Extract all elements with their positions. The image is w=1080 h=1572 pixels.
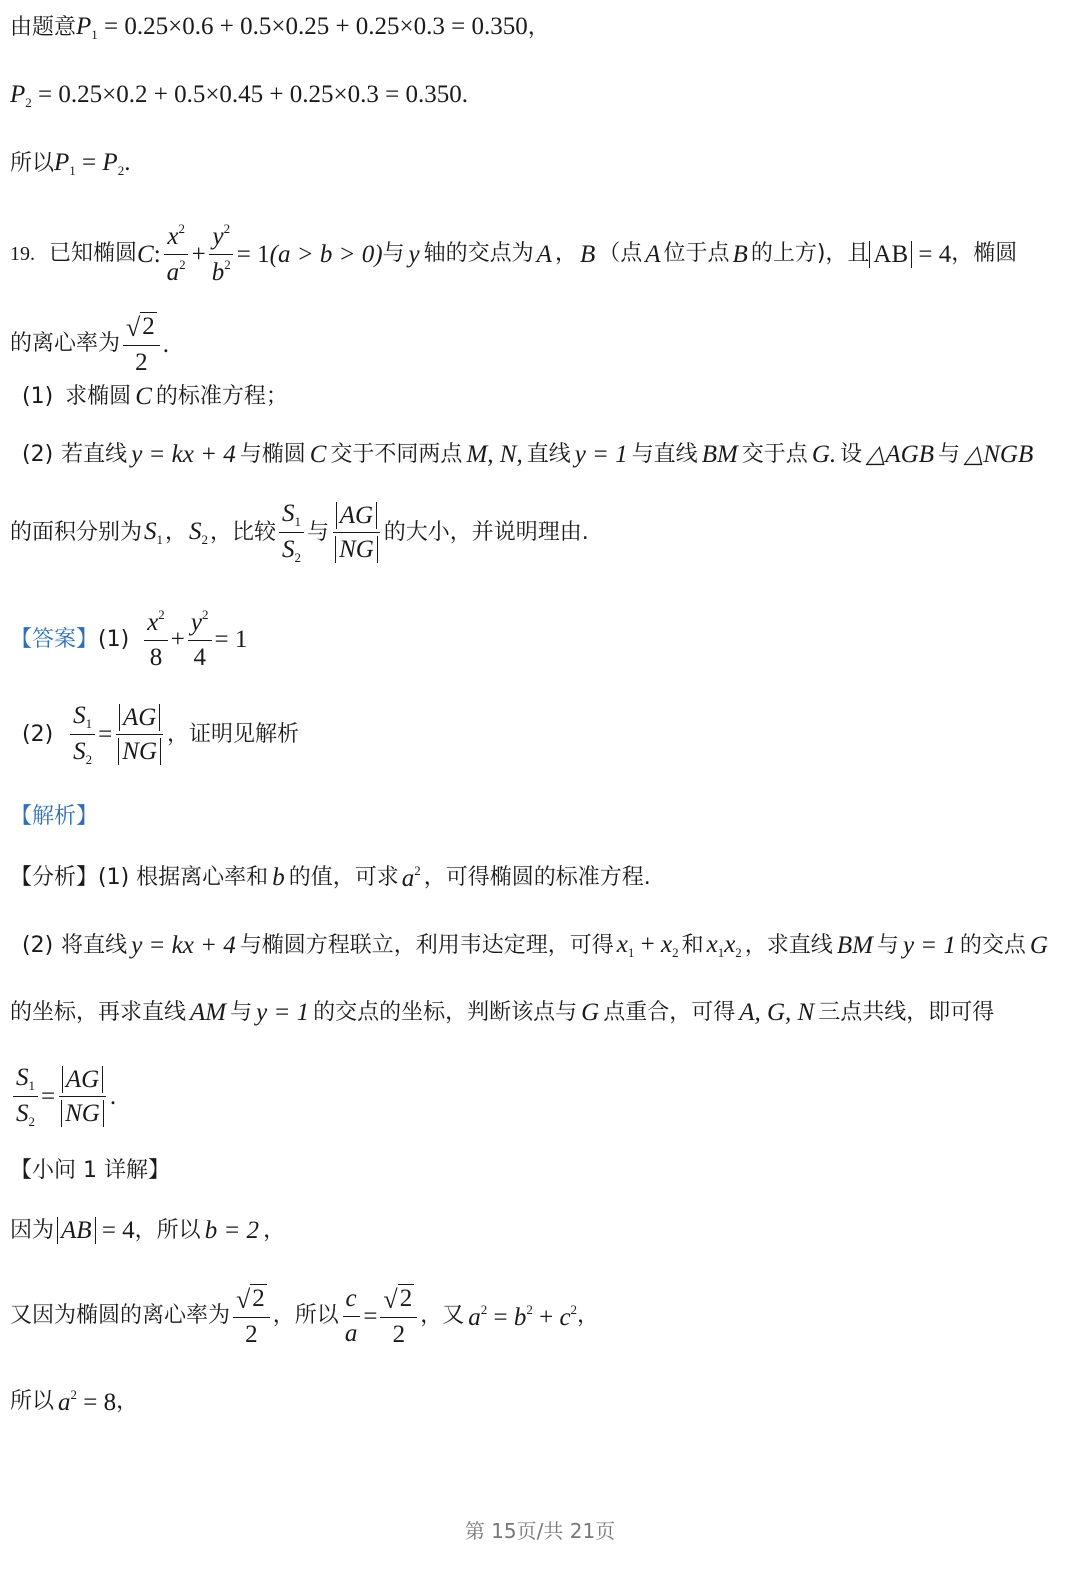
var-p: P	[102, 149, 118, 176]
abs: NG	[118, 738, 161, 765]
fraction-sqrt2-over-2	[233, 1284, 270, 1349]
math-ecc	[339, 1284, 420, 1349]
part-label: (2)	[22, 721, 54, 747]
radicand: 2	[252, 1285, 265, 1312]
text: 求椭圆	[65, 383, 132, 409]
var: S	[73, 738, 86, 766]
var: a	[166, 258, 180, 286]
var: S	[73, 702, 86, 729]
text: 又因为椭圆的离心率为	[10, 1303, 231, 1329]
abs: NG	[61, 1100, 104, 1127]
math-pythag	[468, 1303, 577, 1330]
var: a	[401, 865, 415, 892]
line-conclusion	[10, 150, 1064, 177]
text: 已知椭圆	[49, 241, 138, 266]
expr: = 0.25×0.6 + 0.5×0.25 + 0.25×0.3 = 0.350	[97, 13, 528, 40]
text: 轴的交点为	[423, 241, 534, 266]
var: b	[272, 864, 285, 891]
eq: =	[41, 1083, 56, 1111]
text: ，证明见解析	[167, 721, 300, 747]
subscript: 2	[672, 945, 679, 960]
denominator	[209, 255, 234, 287]
fraction-sqrt2-over-2	[380, 1284, 417, 1349]
subscript: 1	[627, 945, 635, 960]
subscript: 1	[69, 163, 76, 178]
plus: +	[170, 626, 185, 653]
text: 的离心率为	[10, 331, 121, 357]
text: 位于点	[663, 241, 730, 266]
numerator: c	[343, 1285, 360, 1317]
numerator	[233, 1284, 270, 1318]
line-p1	[10, 14, 1064, 41]
punct: ，	[165, 519, 188, 545]
text: ，又	[420, 1303, 465, 1329]
fenxi-1	[10, 864, 1064, 891]
subscript: 1	[91, 27, 98, 42]
subscript: 2	[28, 1114, 35, 1130]
text: 与	[876, 932, 899, 958]
denominator	[164, 255, 189, 287]
answer-tag: 【答案】	[10, 626, 99, 652]
text: ，比较	[210, 519, 277, 545]
math-expr	[54, 150, 130, 177]
var: a	[58, 1389, 71, 1416]
var: BM	[701, 441, 738, 468]
punct: .	[162, 330, 170, 358]
var: A	[645, 240, 661, 268]
math-sum	[617, 932, 679, 959]
fenxi-2	[22, 932, 1064, 959]
subscript: 1	[717, 945, 725, 960]
text: 与	[307, 519, 330, 545]
eq: = 1	[214, 626, 248, 653]
subscript: 2	[117, 163, 125, 178]
math-ab	[57, 1218, 135, 1243]
text: ，椭圆	[951, 241, 1018, 266]
text: 设	[840, 441, 863, 467]
var: y	[190, 609, 203, 636]
analysis-tag: 【解析】	[10, 804, 99, 829]
text: 与椭圆	[239, 441, 306, 467]
eq: = 1	[236, 240, 270, 268]
text: 与	[230, 999, 253, 1025]
denominator: 4	[193, 643, 206, 671]
text: 与椭圆方程联立，利用韦达定理，可得	[239, 932, 614, 958]
math-line: y = kx + 4	[131, 441, 236, 468]
denominator: 8	[149, 643, 163, 671]
text: ，所以	[272, 1303, 339, 1329]
superscript: 2	[70, 1387, 78, 1402]
fraction-s1-s2	[279, 500, 304, 566]
numerator	[123, 312, 160, 346]
subscript: 1	[156, 532, 164, 548]
subscript: 2	[25, 95, 32, 110]
page-footer: 第 15页/共 21页	[464, 1519, 616, 1543]
superscript: 2	[178, 221, 185, 236]
var: x	[724, 931, 736, 958]
colon: :	[153, 240, 161, 268]
fraction	[209, 222, 234, 286]
var: y	[212, 223, 224, 250]
radicand: 2	[399, 1285, 413, 1312]
var: M, N,	[466, 441, 523, 468]
var-p: P	[54, 149, 70, 176]
fraction-c-a	[342, 1285, 361, 1347]
denominator: 2	[245, 1321, 258, 1348]
var: B	[732, 240, 748, 268]
math-ellipse-answer	[141, 608, 247, 671]
denominator	[70, 735, 95, 767]
superscript: 2	[570, 1301, 578, 1317]
plus: +	[634, 931, 661, 958]
text: （点	[598, 241, 643, 266]
numerator	[13, 1064, 38, 1097]
text: (1) 根据离心率和	[98, 864, 269, 890]
fenxi-2c	[10, 1064, 1064, 1130]
numerator	[279, 500, 304, 533]
var: x	[706, 931, 718, 958]
expr: = 0.25×0.2 + 0.5×0.45 + 0.25×0.3 = 0.350	[31, 81, 462, 108]
part-2	[22, 442, 1064, 467]
subscript: 1	[28, 1078, 35, 1093]
var: x	[616, 931, 628, 958]
punct: .	[124, 149, 131, 176]
denominator	[332, 533, 381, 564]
fraction	[144, 608, 168, 671]
abs: AG	[119, 704, 160, 731]
denominator	[279, 533, 304, 565]
detail-3	[10, 1388, 1064, 1415]
var: S	[282, 500, 295, 527]
radicand: 2	[142, 313, 155, 340]
text: 所以	[10, 1388, 55, 1414]
numerator	[144, 608, 168, 641]
subscript: 1	[294, 514, 302, 529]
text: 点重合，可得	[603, 999, 736, 1025]
punct: ，	[116, 1388, 139, 1414]
plus: +	[191, 240, 206, 268]
denominator	[58, 1097, 107, 1128]
part-2-compare	[10, 500, 1064, 566]
text: 和	[681, 932, 704, 958]
var: C	[135, 383, 152, 410]
var-p: P	[10, 81, 26, 108]
subscript: 2	[735, 945, 742, 960]
var-s1	[144, 519, 163, 546]
superscript: 2	[480, 1301, 488, 1317]
sub-question-1-tag: 【小问 1 详解】	[10, 1158, 170, 1183]
fraction-ag-ng	[115, 704, 164, 766]
fenxi-2b	[10, 1000, 1064, 1025]
text: ，可得椭圆的标准方程.	[423, 864, 651, 890]
numerator	[333, 502, 380, 534]
var: x	[167, 223, 179, 250]
fraction-s1-s2	[13, 1064, 38, 1130]
question-19	[10, 222, 1064, 286]
text: 三点共线，即可得	[818, 999, 995, 1025]
answer-1	[10, 608, 1064, 671]
text: ，求直线	[744, 932, 833, 958]
math-line: y = kx + 4	[131, 932, 236, 959]
math-ratio	[67, 702, 167, 768]
abs: AB	[869, 241, 912, 268]
subscript: 1	[85, 716, 93, 731]
text: 所以	[10, 150, 55, 176]
superscript: 2	[179, 256, 186, 272]
text: 与	[382, 241, 405, 266]
text: 交于不同两点	[330, 441, 463, 467]
eq: =	[487, 1303, 514, 1331]
denominator	[115, 735, 164, 766]
sqrt: √ 2	[126, 312, 155, 342]
plus: +	[532, 1303, 560, 1331]
numerator	[59, 1066, 106, 1098]
math-product	[707, 932, 742, 959]
subscript: 2	[294, 550, 302, 566]
text: 的交点的坐标，判断该点与	[313, 999, 578, 1025]
math-line: y = 1	[902, 932, 956, 959]
subscript: 2	[201, 532, 209, 548]
fraction-ag-ng	[332, 502, 381, 564]
numerator	[164, 222, 188, 255]
math-ab	[869, 242, 951, 267]
superscript: 2	[202, 607, 209, 622]
var: G.	[811, 441, 837, 468]
var: b	[211, 258, 225, 286]
var: a	[468, 1303, 481, 1331]
text: 若直线	[61, 441, 128, 467]
detail-1	[10, 1218, 1064, 1243]
var: x	[147, 609, 159, 636]
question-19-eccentricity	[10, 312, 1064, 377]
punct: ，	[263, 1217, 286, 1243]
math-line: y = 1	[574, 441, 628, 468]
var: C	[309, 441, 327, 468]
fraction	[188, 608, 212, 671]
var: b	[513, 1303, 527, 1331]
text: 的坐标，再求直线	[10, 999, 187, 1025]
superscript: 2	[414, 863, 421, 878]
math-b: b = 2	[204, 1217, 260, 1244]
var: S	[16, 1100, 29, 1128]
var: G	[581, 999, 600, 1026]
denominator: 2	[392, 1321, 406, 1348]
var: S	[144, 518, 157, 546]
var: A	[536, 240, 552, 268]
denominator	[13, 1097, 38, 1129]
denominator: a	[344, 1319, 358, 1347]
text: 直线	[526, 441, 571, 467]
part-label: (1)	[22, 383, 54, 409]
text: 与	[937, 441, 960, 467]
math-ratio	[10, 1064, 116, 1130]
var-p: P	[76, 13, 92, 40]
sqrt: √ 2	[236, 1284, 265, 1314]
var: c	[559, 1303, 571, 1331]
var: BM	[836, 932, 873, 959]
text: 的值，可求	[288, 864, 399, 890]
var: A, G, N	[739, 999, 815, 1026]
answer-2	[22, 702, 1064, 768]
numerator	[380, 1284, 417, 1318]
abs: AG	[336, 502, 377, 529]
text: 由题意	[10, 14, 77, 40]
punct: .	[461, 81, 468, 108]
text: 交于点	[741, 441, 808, 467]
punct: ，	[577, 1303, 600, 1329]
sqrt: √ 2	[383, 1284, 413, 1314]
eq: = 8	[77, 1389, 117, 1416]
math-a2	[402, 864, 421, 891]
var: S	[189, 518, 202, 546]
part-label: (2)	[22, 441, 54, 467]
fraction	[164, 222, 189, 286]
var: S	[16, 1064, 29, 1091]
text: 的标准方程；	[155, 383, 288, 409]
fraction-sqrt2-over-2	[123, 312, 160, 377]
numerator	[209, 222, 233, 255]
question-number: 19.	[10, 243, 35, 265]
var: y	[408, 240, 420, 268]
punct: .	[109, 1083, 117, 1111]
detail-2	[10, 1284, 1064, 1349]
punct: ，	[527, 14, 550, 40]
var: S	[282, 536, 295, 564]
numerator	[70, 702, 95, 735]
superscript: 2	[526, 1301, 533, 1317]
line-p2	[10, 82, 1064, 109]
fraction-ag-ng	[58, 1066, 107, 1128]
fraction-s1-s2	[70, 702, 95, 768]
abs: NG	[335, 536, 378, 563]
fenxi-tag: 【分析】	[10, 864, 99, 890]
numerator	[116, 704, 163, 736]
var: C	[137, 240, 154, 268]
part-label: (1)	[98, 626, 130, 652]
math-expr	[76, 14, 528, 41]
text: 因为	[10, 1217, 55, 1243]
text: 的面积分别为	[10, 519, 143, 545]
math-expr	[10, 82, 468, 109]
eq: =	[98, 721, 113, 749]
superscript: 2	[158, 607, 165, 622]
var: G	[1029, 932, 1048, 959]
var: x	[660, 931, 673, 958]
eq: =	[363, 1302, 378, 1330]
var-s2	[189, 519, 208, 546]
abs: AB	[57, 1217, 96, 1244]
text: 的上方)，且	[750, 241, 870, 266]
text: 将直线	[61, 932, 128, 958]
numerator	[188, 608, 212, 641]
triangle: △AGB	[866, 441, 934, 468]
part-label: (2)	[22, 932, 54, 958]
subscript: 2	[85, 752, 93, 768]
part-1	[22, 384, 1064, 409]
text: 与直线	[631, 441, 698, 467]
math-line: y = 1	[256, 999, 310, 1026]
superscript: 2	[223, 221, 231, 236]
condition: (a > b > 0)	[269, 240, 383, 268]
math-a2	[58, 1388, 116, 1415]
text: ，所以	[134, 1217, 201, 1243]
abs: AG	[62, 1066, 103, 1093]
var: B	[579, 240, 596, 268]
eq: =	[75, 149, 103, 176]
eq: = 4	[912, 240, 952, 268]
punct: ，	[554, 241, 577, 266]
eq: = 4	[95, 1217, 135, 1244]
var: AM	[190, 999, 227, 1026]
triangle: △NGB	[963, 441, 1034, 468]
math-ellipse	[137, 222, 383, 286]
text: 的大小，并说明理由.	[383, 519, 589, 545]
text: 的交点	[959, 932, 1026, 958]
denominator: 2	[135, 349, 148, 376]
superscript: 2	[224, 256, 231, 272]
